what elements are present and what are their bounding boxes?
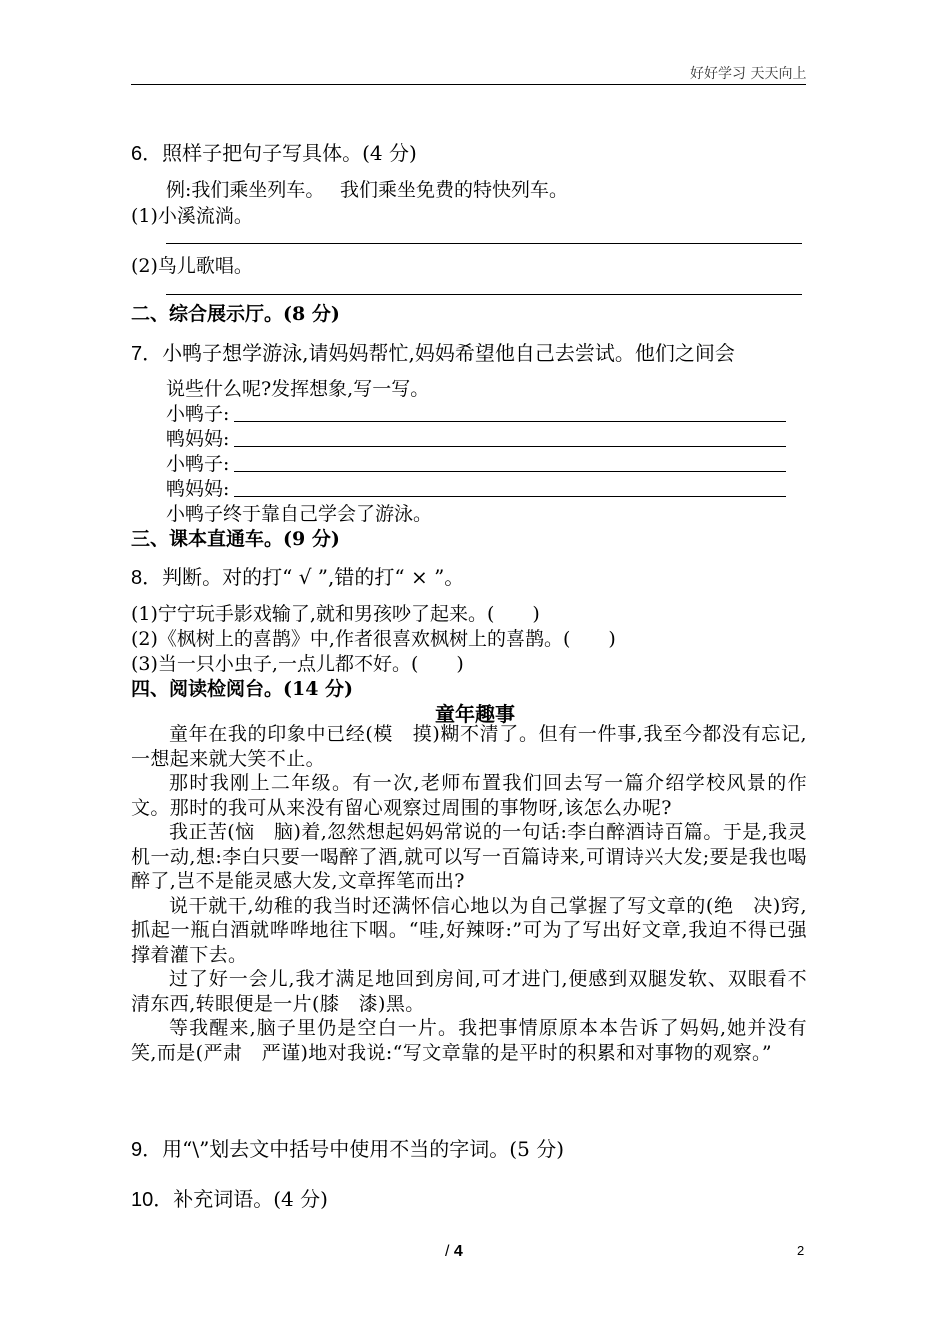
question-9-number: 9 [131, 1139, 143, 1161]
dialogue-speaker: 鸭妈妈: [166, 428, 230, 450]
dialogue-speaker: 小鸭子: [166, 453, 230, 475]
passage-paragraph: 说干就干,幼稚的我当时还满怀信心地以为自己掌握了写文章的(绝 决)窍,抓起一瓶白酒就哗哗地往下咽。“哇,好辣呀:”可为了写出好文章,我迫不得已强撑着灌下去。 [131, 894, 807, 966]
passage-paragraph: 童年在我的印象中已经(模 摸)糊不清了。但有一件事,我至今都没有忘记,一想起来就大笑不止。 [131, 723, 807, 770]
answer-line[interactable] [234, 421, 786, 422]
question-6-number: 6 [131, 143, 143, 165]
section-4-title: 四、阅读检阅台。(14 分) [131, 678, 354, 700]
question-10 [131, 1183, 328, 1212]
question-7-continuation: 说些什么呢?发挥想象,写一写。 [166, 378, 430, 400]
page-count-prefix: / [445, 1243, 454, 1260]
question-10-text: ．补充词语。(4 分) [153, 1187, 328, 1211]
question-6-text: ．照样子把句子写具体。(4 分) [142, 141, 417, 165]
answer-line[interactable] [234, 471, 786, 472]
answer-line[interactable] [166, 294, 802, 295]
passage-paragraph: 那时我刚上二年级。有一次,老师布置我们回去写一篇介绍学校风景的作文。那时的我可从来没有留心观察过周围的事物呀,该怎么办呢? [131, 772, 807, 819]
page-header: 好好学习 天天向上 [690, 66, 807, 82]
page-number: 2 [797, 1243, 805, 1258]
page-total: 4 [453, 1243, 463, 1260]
dialogue-speaker: 小鸭子: [166, 403, 230, 425]
passage-title: 童年趣事 [435, 702, 515, 726]
question-7-number: 7 [131, 343, 143, 365]
question-7-ending: 小鸭子终于靠自己学会了游泳。 [166, 503, 433, 525]
question-6-example: 例:我们乘坐列车。 我们乘坐免费的特快列车。 [166, 179, 568, 201]
question-6-item-1: (1)小溪流淌。 [131, 205, 253, 227]
page-count [445, 1243, 463, 1261]
question-7-text: ．小鸭子想学游泳,请妈妈帮忙,妈妈希望他自己去尝试。他们之间会 [142, 341, 735, 365]
question-8-item-3: (3)当一只小虫子,一点儿都不好。( ) [131, 653, 464, 675]
question-6 [131, 137, 417, 166]
section-2-title: 二、综合展示厅。(8 分) [131, 303, 340, 325]
passage-paragraph: 过了好一会儿,我才满足地回到房间,可才进门,便感到双腿发软、双眼看不清东西,转眼便是一片(膝 漆)黑。 [131, 968, 807, 1015]
question-6-item-2: (2)鸟儿歌唱。 [131, 255, 253, 277]
question-9-text: ．用“\”划去文中括号中使用不当的字词。(5 分) [142, 1137, 564, 1161]
dialogue-speaker: 鸭妈妈: [166, 478, 230, 500]
question-8-text: ．判断。对的打“ √ ”,错的打“ × ”。 [142, 565, 465, 589]
section-3-title: 三、课本直通车。(9 分) [131, 528, 340, 550]
question-8 [131, 561, 464, 590]
header-divider [131, 84, 806, 85]
passage-paragraph: 等我醒来,脑子里仍是空白一片。我把事情原原本本告诉了妈妈,她并没有笑,而是(严肃 严谨)地对我说:“写文章靠的是平时的积累和对事物的观察。” [131, 1017, 807, 1064]
question-9 [131, 1133, 564, 1162]
answer-line[interactable] [166, 243, 802, 244]
question-7 [131, 337, 735, 366]
question-10-number: 10 [131, 1189, 154, 1211]
answer-line[interactable] [234, 446, 786, 447]
answer-line[interactable] [234, 496, 786, 497]
question-8-item-1: (1)宁宁玩手影戏输了,就和男孩吵了起来。( ) [131, 603, 540, 625]
question-8-number: 8 [131, 567, 143, 589]
reading-passage [131, 722, 807, 1065]
passage-paragraph: 我正苦(恼 脑)着,忽然想起妈妈常说的一句话:李白醉酒诗百篇。于是,我灵机一动,想:李白只要一喝醉了酒,就可以写一百篇诗来,可谓诗兴大发;要是我也喝醉了,岂不是能灵感大发,文章挥笔而出? [131, 821, 807, 892]
question-8-item-2: (2)《枫树上的喜鹊》中,作者很喜欢枫树上的喜鹊。( ) [131, 628, 616, 650]
